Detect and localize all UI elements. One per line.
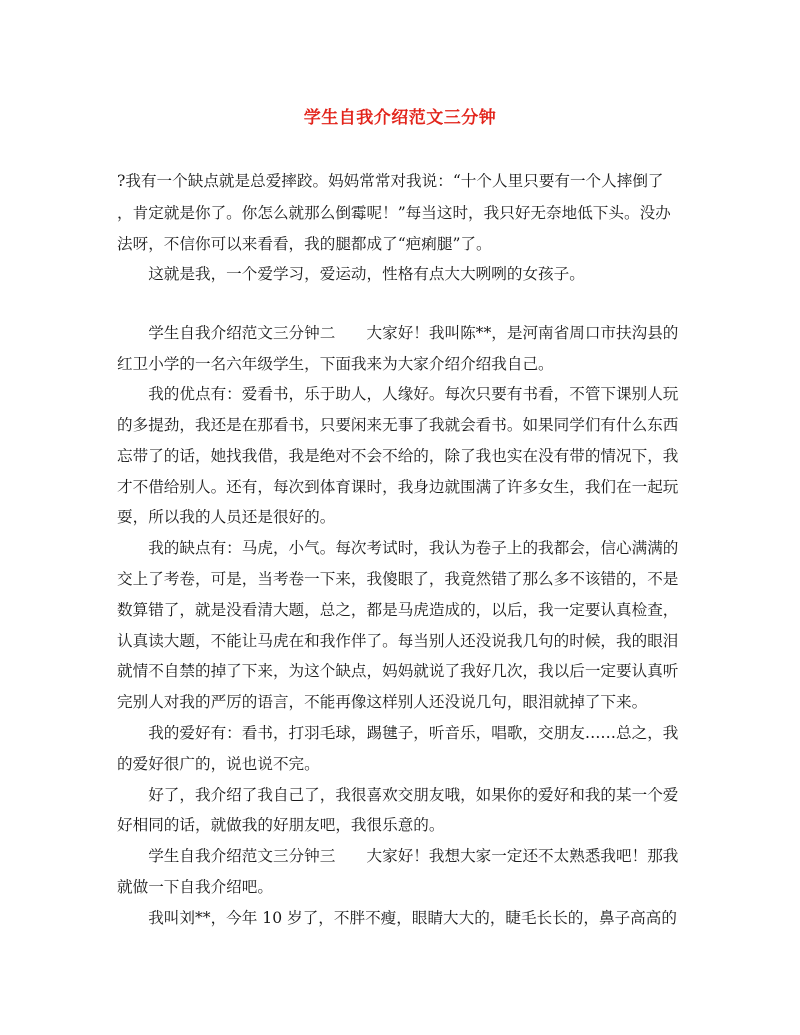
text-line: 数算错了，就是没看清大题，总之，都是马虎造成的，以后，我一定要认真检查，: [117, 601, 679, 619]
text-line: 的多提劲，我还是在那看书，只要闲来无事了我就会看书。如果同学们有什么东西: [117, 416, 679, 434]
text-line: 红卫小学的一名六年级学生，下面我来为大家介绍介绍我自己。: [117, 355, 554, 373]
text-line: 法呀，不信你可以来看看，我的腿都成了“疤痢腿”了。: [117, 235, 492, 253]
text-line: 学生自我介绍范文三分钟二 大家好！我叫陈**，是河南省周口市扶沟县的: [117, 324, 679, 342]
text-line: 这就是我，一个爱学习，爱运动，性格有点大大咧咧的女孩子。: [117, 265, 585, 283]
text-line: 我叫刘**，今年 10 岁了，不胖不瘦，眼睛大大的，睫毛长长的，鼻子高高的: [117, 909, 677, 927]
text-line: 我的优点有：爱看书，乐于助人，人缘好。每次只要有书看，不管下课别人玩: [117, 385, 679, 403]
text-line: 我的缺点有：马虎，小气。每次考试时，我认为卷子上的我都会，信心满满的: [117, 539, 679, 557]
text-line: 学生自我介绍范文三分钟三 大家好！我想大家一定还不太熟悉我吧！那我: [117, 847, 679, 865]
text-line: 就做一下自我介绍吧。: [117, 878, 273, 896]
text-line: ?我有一个缺点就是总爱摔跤。妈妈常常对我说：“十个人里只要有一个人摔倒了: [117, 172, 664, 190]
text-line: 好相同的话，就做我的好朋友吧，我很乐意的。: [117, 816, 445, 834]
text-line: 交上了考卷，可是，当考卷一下来，我傻眼了，我竟然错了那么多不该错的，不是: [117, 570, 679, 588]
text-line: 完别人对我的严厉的语言，不能再像这样别人还没说几句，眼泪就掉了下来。: [117, 693, 648, 711]
text-line: 就情不自禁的掉了下来，为这个缺点，妈妈就说了我好几次，我以后一定要认真听: [117, 662, 679, 680]
text-line: 认真读大题，不能让马虎在和我作伴了。每当别人还没说我几句的时候，我的眼泪: [117, 632, 679, 650]
text-line: 才不借给别人。还有，每次到体育课时，我身边就围满了许多女生，我们在一起玩: [117, 478, 679, 496]
text-line: 的爱好很广的，说也说不完。: [117, 755, 320, 773]
text-line: ，肯定就是你了。你怎么就那么倒霉呢！”每当这时，我只好无奈地低下头。没办: [117, 204, 671, 222]
text-line: 忘带了的话，她找我借，我是绝对不会不给的，除了我也实在没有带的情况下，我: [117, 447, 679, 465]
page-title: 学生自我介绍范文三分钟: [303, 108, 497, 128]
text-line: 好了，我介绍了我自己了，我很喜欢交朋友哦，如果你的爱好和我的某一个爱: [117, 786, 679, 804]
text-line: 我的爱好有：看书，打羽毛球，踢毽子，听音乐，唱歌，交朋友……总之，我: [117, 724, 679, 742]
text-line: 耍，所以我的人员还是很好的。: [117, 508, 336, 526]
